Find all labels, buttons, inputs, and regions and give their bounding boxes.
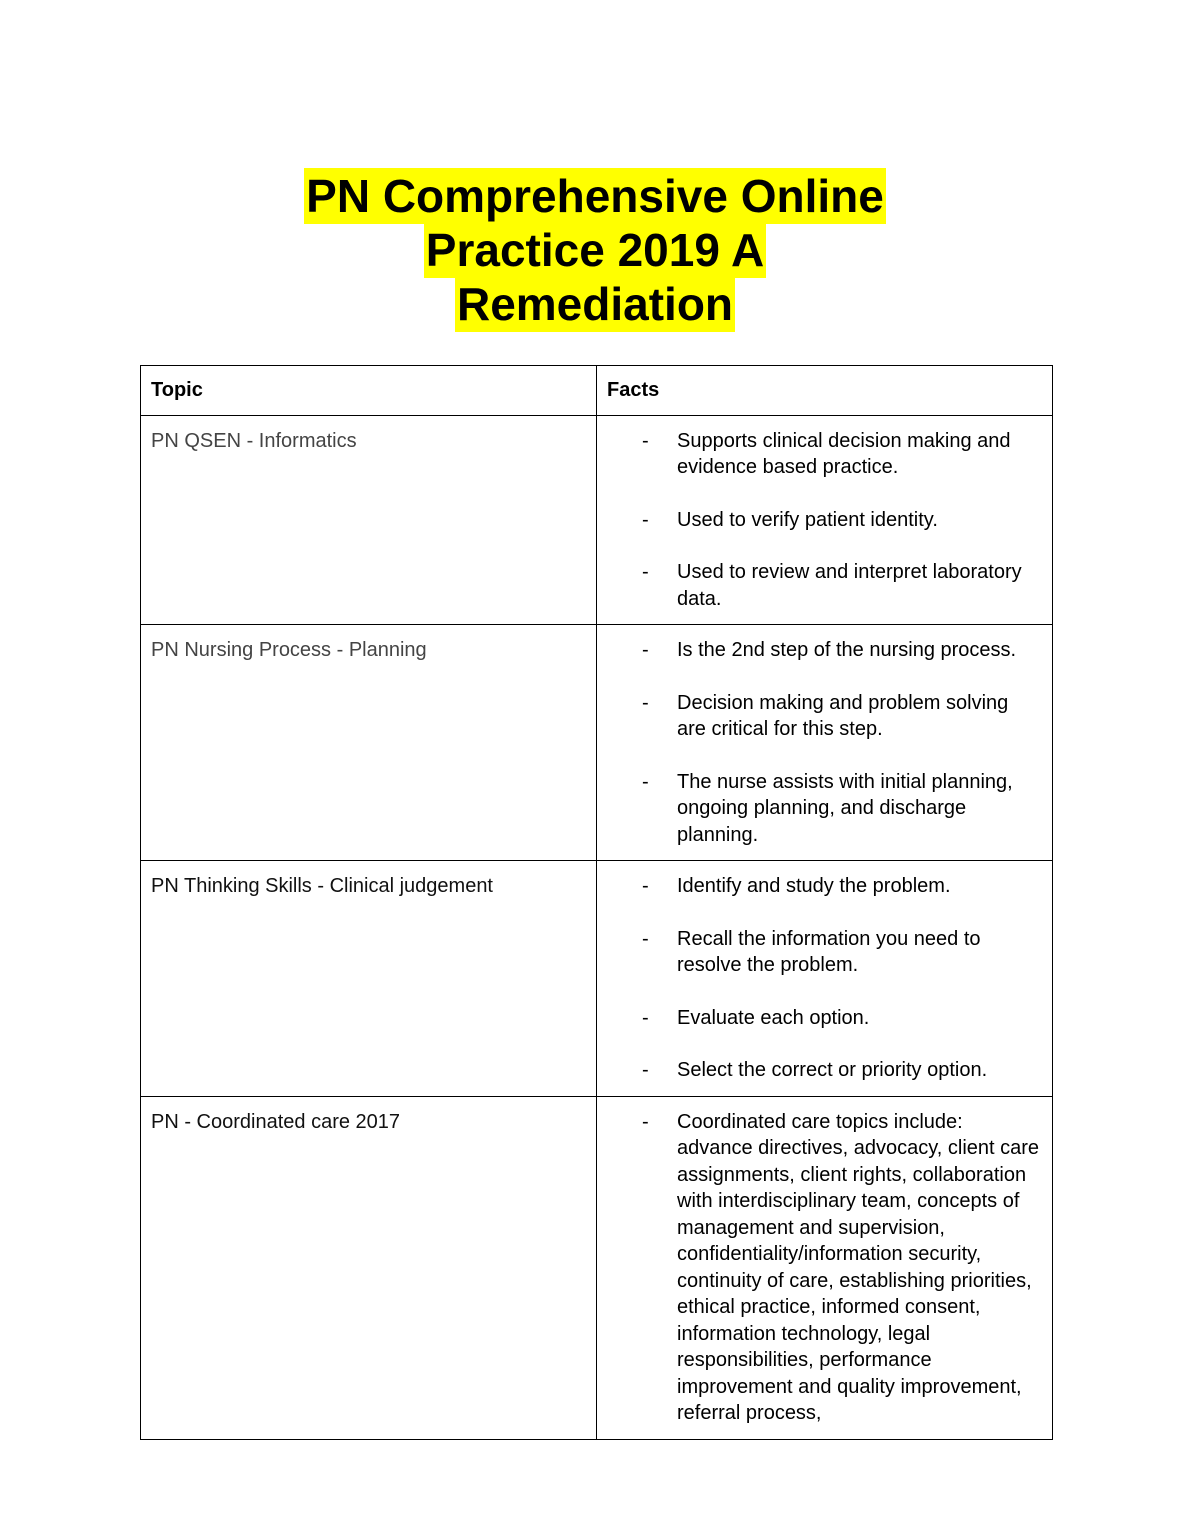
fact-text: Is the 2nd step of the nursing process. — [677, 639, 1017, 661]
table-row — [141, 1096, 1053, 1439]
facts-cell — [597, 415, 1053, 625]
fact-list — [607, 1109, 1042, 1427]
topic-text: PN QSEN - Informatics — [151, 429, 357, 452]
facts-column-header: Facts — [597, 366, 1053, 416]
bullet-dash: - — [642, 927, 649, 950]
fact-list — [607, 637, 1042, 848]
topic-cell — [141, 415, 597, 625]
table-row — [141, 861, 1053, 1097]
fact-item — [607, 873, 1042, 900]
topic-cell — [141, 1096, 597, 1439]
fact-list — [607, 873, 1042, 1084]
fact-text: Identify and study the problem. — [677, 875, 951, 897]
fact-item — [607, 769, 1042, 849]
facts-cell — [597, 625, 1053, 861]
fact-text: Recall the information you need to resolve the problem. — [677, 927, 981, 976]
fact-item — [607, 559, 1042, 612]
fact-text: Used to verify patient identity. — [677, 508, 938, 531]
topic-column-header: Topic — [141, 366, 597, 416]
table-row — [141, 415, 1053, 625]
fact-item — [607, 690, 1042, 743]
fact-text: Coordinated care topics include: advance directives, advocacy, client care assignments, client rights, collaboration with interdisciplinary team, concepts of management and supervision, confidentiality/information security, continuity of care, establishing priorities, ethical practice, informed consent, information technology, legal responsibilities, performance improvement and quality improvement, referral process, — [677, 1110, 1040, 1424]
title-text-3: Remediation — [456, 278, 734, 330]
fact-list — [607, 428, 1042, 613]
topic-cell — [141, 861, 597, 1097]
title-line-2 — [0, 222, 1190, 276]
topic-cell — [141, 625, 597, 861]
facts-cell — [597, 1096, 1053, 1439]
bullet-dash: - — [642, 770, 649, 793]
topic-text: PN - Coordinated care 2017 — [151, 1110, 401, 1133]
fact-item — [607, 637, 1042, 664]
title-text-2: Practice 2019 A — [425, 224, 765, 276]
title-line-3 — [0, 276, 1190, 330]
facts-cell — [597, 861, 1053, 1097]
title-line-1 — [0, 168, 1190, 222]
fact-item — [607, 507, 1042, 534]
fact-text: Used to review and interpret laboratory data. — [677, 561, 1022, 610]
bullet-dash: - — [642, 1059, 649, 1081]
fact-text: Decision making and problem solving are critical for this step. — [677, 691, 1009, 740]
fact-text: The nurse assists with initial planning, ongoing planning, and discharge planning. — [677, 770, 1013, 846]
bullet-dash: - — [642, 1110, 649, 1133]
bullet-dash: - — [642, 691, 649, 714]
bullet-dash: - — [642, 639, 649, 661]
remediation-table — [140, 365, 1053, 1440]
bullet-dash: - — [642, 561, 649, 583]
bullet-dash: - — [642, 508, 649, 531]
title-text-1: PN Comprehensive Online — [306, 170, 884, 222]
fact-item — [607, 428, 1042, 481]
bullet-dash: - — [642, 1006, 649, 1029]
document-title — [0, 168, 1190, 330]
fact-item — [607, 926, 1042, 979]
bullet-dash: - — [642, 429, 649, 452]
bullet-dash: - — [642, 875, 649, 897]
fact-item — [607, 1109, 1042, 1427]
fact-item — [607, 1057, 1042, 1084]
topic-text: PN Nursing Process - Planning — [151, 639, 427, 661]
table-row — [141, 625, 1053, 861]
fact-text: Evaluate each option. — [677, 1006, 870, 1029]
fact-text: Select the correct or priority option. — [677, 1059, 988, 1081]
topic-text: PN Thinking Skills - Clinical judgement — [151, 875, 493, 897]
fact-item — [607, 1005, 1042, 1032]
table-header-row — [141, 366, 1053, 416]
fact-text: Supports clinical decision making and evidence based practice. — [677, 429, 1011, 478]
